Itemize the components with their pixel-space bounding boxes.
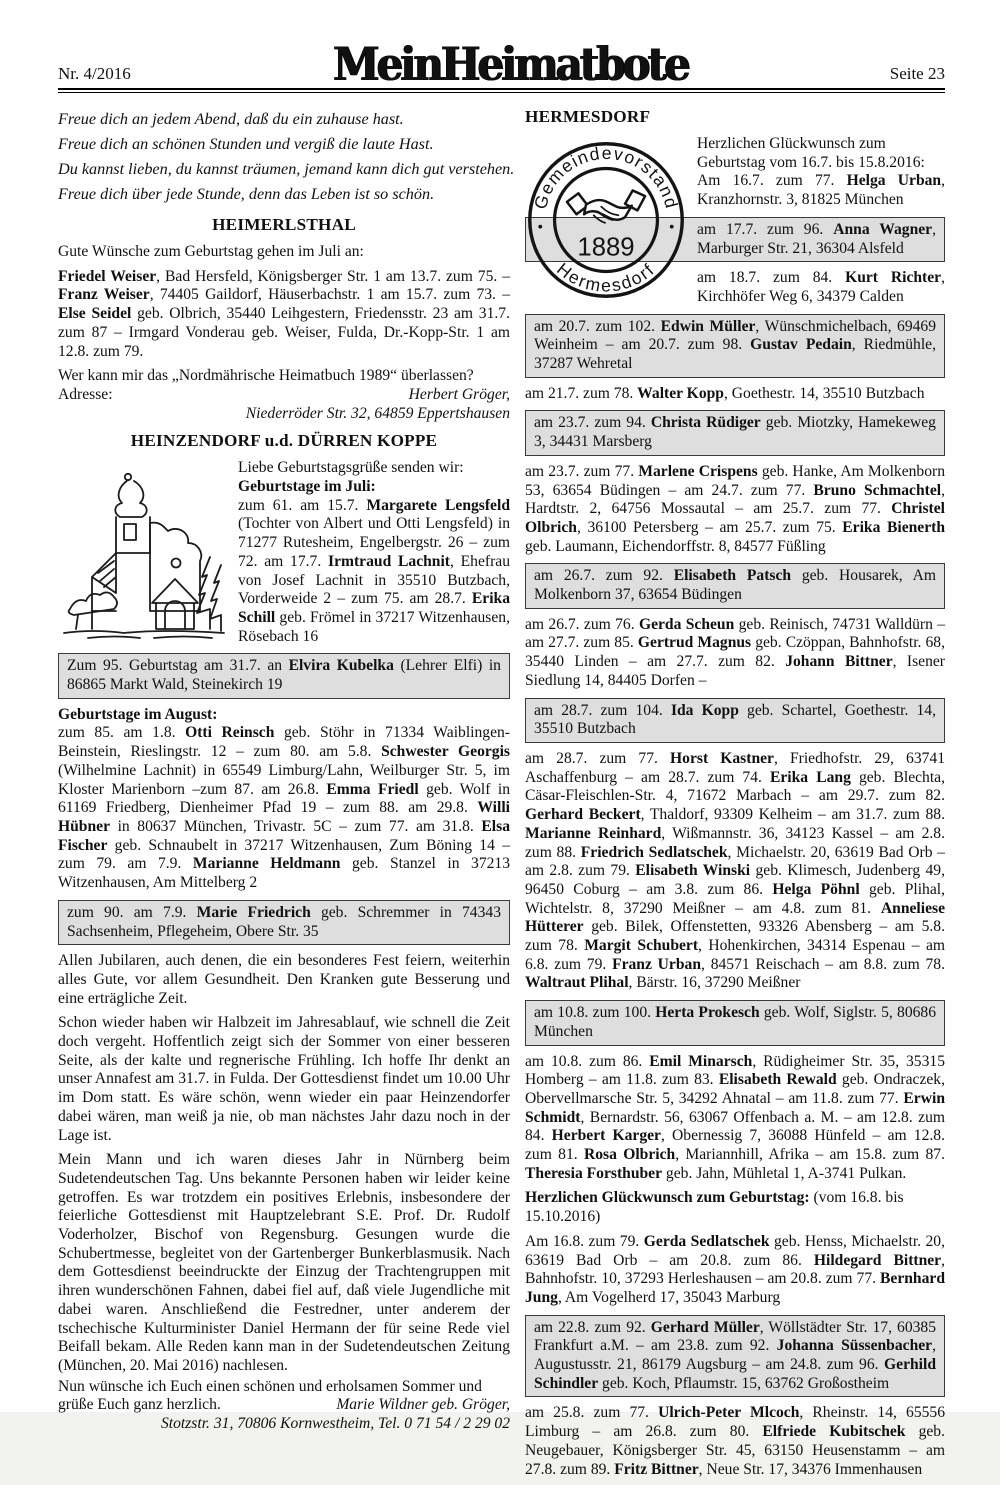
poem-line: Freue dich über jede Stunde, denn das Leben ist so schön. bbox=[58, 185, 435, 203]
august-heading: Geburtstage im August: bbox=[58, 705, 218, 723]
section-title-heimerlsthal: HEIMERLSTHAL bbox=[212, 215, 356, 234]
birthday-box-ida-kopp: am 28.7. zum 104. Ida Kopp geb. Schartel, Goethestr. 14, 35510 Butzbach bbox=[525, 698, 945, 743]
birthday-entry-kopp: am 21.7. zum 78. Walter Kopp, Goethestr. 14, 35510 Butzbach bbox=[525, 384, 925, 402]
birthday-entry-mlcoch: am 25.8. zum 77. Ulrich-Peter Mlcoch, Rheinstr. 14, 65556 Limburg – am 26.8. zum 80. Elfriede Kubitschek geb. Neugebauer, Königsberger Str. 45, 63150 Heusenstamm – am 27.8. zum 89. Fritz Bittner, Neue Str. 17, 34376 Immenhausen bbox=[525, 1404, 946, 1478]
birthday-entry-kastner: am 28.7. zum 77. Horst Kastner, Friedhofstr. 29, 63741 Aschaffenburg – am 28.7. zum 74. Erika Lang geb. Blechta, Cäsar-Fleischlen-Str. 4, 71672 Marbach – am 29.7. zum 82. Gerhard Beckert, Thaldorf, 93309 Kelheim – am 31.7. zum 88. Marianne Reinhard, Wißmannstr. 36, 34123 Kassel – am 2.8. zum 88. Friedrich Sedlatschek, Michaelstr. 20, 63619 Bad Orb – am 2.8. zum 79. Elisabeth Winski geb. Klimesch, Judenberg 49, 96450 Coburg – am 3.8. zum 86. Helga Pöhnl geb. Plihal, Wichtelstr. 8, 37290 Meißner – am 4.8. zum 81. Anneliese Hütterer geb. Bilek, Offenstetten, 93326 Abensberg – am 5.8. zum 78. Margit Schubert, Hohenkirchen, 34314 Espenau – am 6.8. zum 79. Franz Urban, 84571 Reischach – am 8.8. zum 78. Waltraut Plihal, Bärstr. 16, 37290 Meißner bbox=[525, 749, 946, 992]
birthday-entry: zum 85. am 1.8. Otti Reinsch geb. Stöhr in 71334 Waiblingen-Beinstein, Rieslingstr. 12 – zum 80. am 5.8. Schwester Georgis (Wilhelmine Lachnit) in 65549 Limburg/Lahn, Weilburger Str. 5, im Kloster Marienborn –zum 87. am 26.8. Emma Friedl geb. Wolf in 61169 Friedberg, Dienheimer Pfad 19 – zum 88. am 29.8. Willi Hübner in 80637 München, Trivastr. 5C – zum 77. am 31.8. Elsa Fischer geb. Schnaubelt in 37217 Witzenhausen, Zum Böning 14 – zum 79. am 7.9. Marianne Heldmann geb. Stanzel in 37213 Witzenhausen, Am Mittelberg 2 bbox=[58, 724, 511, 892]
birthday-entry-crispens: am 23.7. zum 77. Marlene Crispens geb. Hanke, Am Molkenborn 53, 63654 Büdingen – am 24.7. zum 77. Bruno Schmachtel, Hardtstr. 2, 64756 Mossautal – am 25.7. zum 77. Christel Olbrich, 36100 Petersberg – am 25.7. zum 75. Erika Bienerth geb. Laumann, Eichendorffstr. 8, 84577 Füßling bbox=[525, 462, 946, 555]
birthday-entry: zum 61. am 15.7. Margarete Lengsfeld (Tochter von Albert und Otti Lengsfeld) in 71277 Rutesheim, Engelbergstr. 26 – zum 72. am 17.7. Irmtraud Lachnit, Ehefrau von Josef Lachnit in 35510 Butzbach, Vorderweide 2 – zum 75. am 28.7. Erika Schill geb. Frömel in 37217 Witzenhausen, Rösebach 16 bbox=[238, 496, 510, 645]
masthead-logo: MeinHeimatbote bbox=[332, 38, 688, 91]
closing-row bbox=[58, 1396, 510, 1415]
heimerlsthal-intro: Gute Wünsche zum Geburtstag gehen im Juli an: bbox=[58, 243, 364, 260]
seal-separator-dot bbox=[538, 225, 542, 229]
birthday-box-friedrich: zum 90. am 7.9. Marie Friedrich geb. Schremmer in 74343 Sachsenheim, Pflegeheim, Obere Str. 35 bbox=[58, 900, 510, 945]
birthday-entry-scheun: am 26.7. zum 76. Gerda Scheun geb. Reinisch, 74731 Walldürn – am 27.7. zum 85. Gertrud Magnus geb. Czöppan, Bahnhofstr. 68, 35440 Linden – am 27.7. zum 82. Johann Bittner, Isener Siedlung 14, 84405 Dorfen – bbox=[525, 615, 946, 689]
section-title-hermesdorf: HERMESDORF bbox=[525, 107, 651, 126]
church-illustration bbox=[58, 461, 230, 643]
seal-icon bbox=[525, 137, 687, 303]
church-icon bbox=[58, 461, 230, 643]
signature-name: Marie Wildner geb. Gröger, bbox=[336, 1396, 510, 1414]
handshake-icon bbox=[567, 190, 645, 222]
hermesdorf-intro: Herzlichen Glückwunsch zum Geburtstag vom 16.7. bis 15.8.2016: bbox=[697, 135, 925, 171]
closing-line: grüße Euch ganz herzlich. bbox=[58, 1396, 221, 1414]
address-street: Niederröder Str. 32, 64859 Eppertshausen bbox=[245, 404, 510, 422]
svg-text:Hermesdorf bbox=[553, 259, 659, 296]
signature-street: Stotzstr. 31, 70806 Kornwestheim, Tel. 0 71 54 / 2 29 02 bbox=[160, 1415, 510, 1433]
birthday-entry-richter: am 18.7. zum 84. Kurt Richter, Kirchhöfer Weg 6, 34379 Calden bbox=[697, 269, 945, 305]
birthday-box-gerhard-mueller: am 22.8. zum 92. Gerhard Müller, Wöllstädter Str. 17, 60385 Frankfurt a.M. – am 23.8. zum 92. Johanna Süssenbacher, Augustusstr. 21, 86179 Augsburg – am 24.8. zum 96. Gerhild Schindler geb. Koch, Pflaumstr. 15, 63762 Großostheim bbox=[525, 1315, 945, 1398]
birthday-entry: Friedel Weiser, Bad Hersfeld, Königsberger Str. 1 am 13.7. zum 75. – Franz Weiser, 74405 Gaildorf, Häuserbachstr. 1 am 15.7. zum 73. – Else Seidel geb. Olbrich, 35440 Leihgestern, Friedensstr. 23 am 31.7. zum 87 – Irmgard Vonderau geb. Weiser, Fulda, Dr.-Kopp-Str. 1 am 12.8. zum 79. bbox=[58, 267, 510, 360]
birthday-box-wagner: am 17.7. zum 96. Anna Wagner, Marburger Str. 21, 36304 Alsfeld bbox=[525, 217, 945, 262]
page-number: Seite 23 bbox=[889, 64, 945, 83]
paragraph-halbzeit: Schon wieder haben wir Halbzeit im Jahresablauf, wie schnell die Zeit doch vergeht. Hoffentlich zeigt sich der Sommer von einer besseren Seite, als der kalte und regnerische Frühling. Ich hoffe Ihr denkt an unser Annafest am 31.7. in Fulda. Der Gottesdienst findet um 10.00 Uhr im Dom statt. Es wäre schön, wenn wieder ein paar Heinzendorfer dabei wären, man weiß ja nie, ob man nächstes Jahr dazu noch in der Lage ist. bbox=[58, 1014, 510, 1144]
july-heading: Geburtstage im Juli: bbox=[238, 478, 376, 496]
masthead bbox=[58, 28, 945, 91]
birthday-box-kubelka: Zum 95. Geburtstag am 31.7. an Elvira Kubelka (Lehrer Elfi) in 86865 Markt Wald, Steinekirch 19 bbox=[58, 653, 510, 698]
left-column bbox=[58, 107, 515, 1485]
birthday-entry-urban: Am 16.7. zum 77. Helga Urban, Kranzhornstr. 3, 81825 München bbox=[697, 172, 946, 209]
poem-line: Freue dich an schönen Stunden und vergiß die laute Hast. bbox=[58, 135, 434, 153]
address-row bbox=[58, 386, 510, 405]
section-title-heinzendorf: HEINZENDORF u.d. DÜRREN KOPPE bbox=[130, 431, 438, 451]
seal-separator-dot bbox=[670, 225, 674, 229]
seal-bottom-text: Hermesdorf bbox=[553, 258, 659, 296]
paragraph-nuernberg: Mein Mann und ich waren dieses Jahr in Nürnberg beim Sudetendeutschen Tag. Uns bekannte Personen haben wir leider keine getroffen. Es war trotzdem ein positives Erlebnis, insbesondere der feierliche Gottesdienst mit Hauptzelebrant S.E. Prof. Dr. Rudolf Voderholzer, Bischof von Regensburg. Gesungen wurde die Schubertmesse, begleitet von der Gartenberger Bunkerblasmusik. Nach dem Gottesdienst beeindruckte der Einzug der Trachtengruppen mit ihren wunderschönen Fahnen, dabei fiel auf, daß viele Jugendliche mit dabei waren. Anschließend die Festredner, unter anderem der tschechische Kulturminister Daniel Hermann der für seine Rede viel Beifall bekam. Alle Reden kann man in der Sudetendeutschen Zeitung (München, 20. Mai 2016) nachlesen. bbox=[58, 1151, 510, 1374]
address-label: Adresse: bbox=[58, 385, 113, 403]
gemeindevorstand-seal bbox=[525, 137, 687, 303]
poem-line: Freue dich an jedem Abend, daß du ein zuhause hast. bbox=[58, 110, 404, 128]
heading-august-range: Herzlichen Glückwunsch zum Geburtstag: (vom 16.8. bis 15.10.2016) bbox=[525, 1189, 904, 1226]
birthday-entry-sedlatschek: Am 16.8. zum 79. Gerda Sedlatschek geb. Henss, Michaelstr. 20, 63619 Bad Orb – am 20.8. zum 86. Hildegard Bittner, Bahnhofstr. 10, 37293 Herleshausen – am 20.8. zum 77. Bernhard Jung, Am Vogelherd 17, 35043 Marburg bbox=[525, 1232, 946, 1306]
closing-line: Nun wünsche ich Euch einen schönen und erholsamen Sommer und bbox=[58, 1377, 482, 1395]
paragraph-jubilare: Allen Jubilaren, auch denen, die ein besonderes Fest feiern, weiterhin alles Gute, vor allem Gesundheit. Den Kranken gute Besserung und eine erträgliche Zeit. bbox=[58, 952, 510, 1007]
birthday-box-ruediger: am 23.7. zum 94. Christa Rüdiger geb. Miotzky, Hamekeweg 3, 34431 Marsberg bbox=[525, 410, 945, 455]
seal-top-text: Gemeindevorstand bbox=[529, 142, 682, 212]
birthday-box-patsch: am 26.7. zum 92. Elisabeth Patsch geb. Housarek, Am Molkenborn 37, 63654 Büdingen bbox=[525, 563, 945, 608]
address-name: Herbert Gröger, bbox=[408, 385, 510, 403]
birthday-box-prokesch: am 10.8. zum 100. Herta Prokesch geb. Wolf, Siglstr. 5, 80686 München bbox=[525, 1000, 945, 1045]
closing-block bbox=[58, 1378, 510, 1434]
poem-line: Du kannst lieben, du kannst träumen, jemand kann dich gut verstehen. bbox=[58, 160, 515, 178]
issue-number: Nr. 4/2016 bbox=[58, 64, 131, 83]
heinzendorf-intro: Liebe Geburtstagsgrüße senden wir: bbox=[238, 459, 464, 477]
birthday-box-mueller-pedain: am 20.7. zum 102. Edwin Müller, Wünschmichelbach, 69469 Weinheim – am 20.7. zum 98. Gustav Pedain, Riedmühle, 37287 Wehretal bbox=[525, 314, 945, 378]
birthday-entry-minarsch: am 10.8. zum 86. Emil Minarsch, Rüdigheimer Str. 35, 35315 Homberg – am 11.8. zum 83. Elisabeth Rewald geb. Ondraczek, Obervellmarsche Str. 5, 34292 Ahnatal – am 11.8. zum 77. Erwin Schmidt, Bernardstr. 56, 63067 Offenbach a. M. – am 12.8. zum 84. Herbert Karger, Obernessig 7, 36088 Hünfeld – am 12.8. zum 81. Rosa Olbrich, Mariannhill, Afrika – am 15.8. zum 87. Theresia Forsthuber geb. Jahn, Mühletal 1, A-3741 Pulkan. bbox=[525, 1052, 945, 1182]
right-column bbox=[525, 107, 945, 1485]
poem bbox=[58, 107, 515, 207]
seal-year: 1889 bbox=[577, 233, 635, 262]
book-request: Wer kann mir das „Nordmährische Heimatbuch 1989“ überlassen? bbox=[58, 367, 474, 385]
